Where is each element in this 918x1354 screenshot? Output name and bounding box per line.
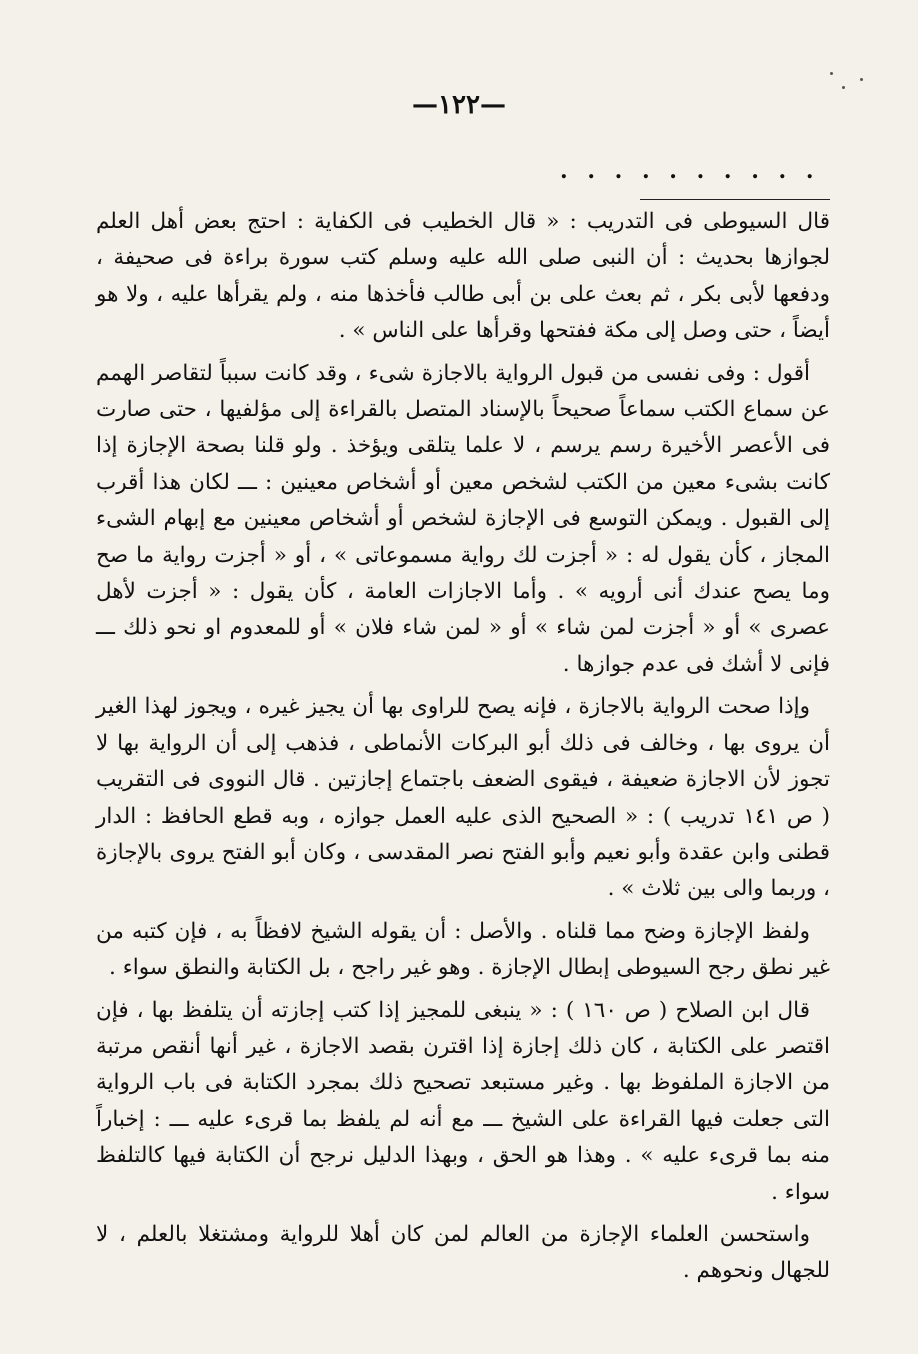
paragraph-4: ولفظ الإجازة وضح مما قلناه . والأصل : أن يقوله الشيخ لافظاً به ، فإن كتبه من غير نطق رجح السيوطى إبطال الإجازة . وهو غير راجح ، بل الكتابة والنطق سواء . — [96, 918, 830, 981]
footnote-rule — [640, 199, 830, 200]
ink-speck — [830, 72, 833, 75]
paragraph-5: قال ابن الصلاح ( ص ١٦٠ ) : « ينبغى للمجيز إذا كتب إجازته أن يتلفظ بها ، فإن اقتصر على الكتابة ، كان ذلك إجازة إذا اقترن بقصد الاجازة ، غير أنها أنقص مرتبة من الاجازة الملفوظ بها . وغير مستبعد تصحيح ذلك بمجرد الكتابة فى باب الرواية التى جعلت فيها القراءة على الشيخ ـــ مع أنه لم يلفظ بما قرىء عليه ـــ : إخباراً منه بما قرىء عليه » . وهذا هو الحق ، وبهذا الدليل نرجح أن الكتابة فيها كالتلفظ سواء . — [96, 997, 830, 1205]
ink-speck — [860, 78, 863, 81]
ink-speck — [842, 86, 845, 89]
paragraph-3: وإذا صحت الرواية بالاجازة ، فإنه يصح للراوى بها أن يجيز غيره ، ويجوز لهذا الغير أن يروى بها ، وخالف فى ذلك أبو البركات الأنماطى ، فذهب إلى أن الرواية بها لا تجوز لأن الاجازة ضعيفة ، فيقوى الضعف باجتماع إجازتين . قال النووى فى التقريب ( ص ١٤١ تدريب ) : « الصحيح الذى عليه العمل جوازه ، وبه قطع الحافظ : الدار قطنى وابن عقدة وأبو نعيم وأبو الفتح نصر المقدسى ، وكان أبو الفتح يروى بالإجازة ، وربما والى بين ثلاث » . — [96, 694, 830, 902]
paragraph-6: واستحسن العلماء الإجازة من العالم لمن كان أهلا للرواية ومشتغلا بالعلم ، لا للجهال ونحوهم . — [96, 1221, 830, 1284]
body-text — [96, 204, 830, 1296]
paragraph-1: قال السيوطى فى التدريب : « قال الخطيب فى الكفاية : احتج بعض أهل العلم لجوازها بحديث : أن النبى صلى الله عليه وسلم كتب سورة براءة فى صحيفة ، ودفعها لأبى بكر ، ثم بعث على بن أبى طالب فأخذها منه ، ولم يقرأها عليه ، ولا هو أيضاً ، حتى وصل إلى مكة ففتحها وقرأها على الناس » . — [96, 209, 830, 344]
page-number: —١٢٢— — [412, 90, 506, 120]
ellipsis-separator: . . . . . . . . . . — [560, 158, 820, 184]
paragraph-2: أقول : وفى نفسى من قبول الرواية بالاجازة شىء ، وقد كانت سبباً لتقاصر الهمم عن سماع الكتب سماعاً صحيحاً بالإسناد المتصل بالقراءة إلى مؤلفيها ، حتى صارت فى الأعصر الأخيرة رسم يرسم ، لا علما يتلقى ويؤخذ . ولو قلنا بصحة الإجازة إذا كانت بشىء معين من الكتب لشخص معين أو أشخاص معينين : ـــ لكان هذا أقرب إلى القبول . ويمكن التوسع فى الإجازة لشخص أو أشخاص معينين مع إبهام الشىء المجاز ، كأن يقول له : « أجزت لك رواية مسموعاتى » ، أو « أجزت رواية ما صح وما يصح عندك أنى أرويه » . وأما الاجازات العامة ، كأن يقول : « أجزت لأهل عصرى » أو « أجزت لمن شاء » أو « لمن شاء فلان » أو للمعدوم او نحو ذلك ـــ فإنى لا أشك فى عدم جوازها . — [96, 360, 830, 677]
